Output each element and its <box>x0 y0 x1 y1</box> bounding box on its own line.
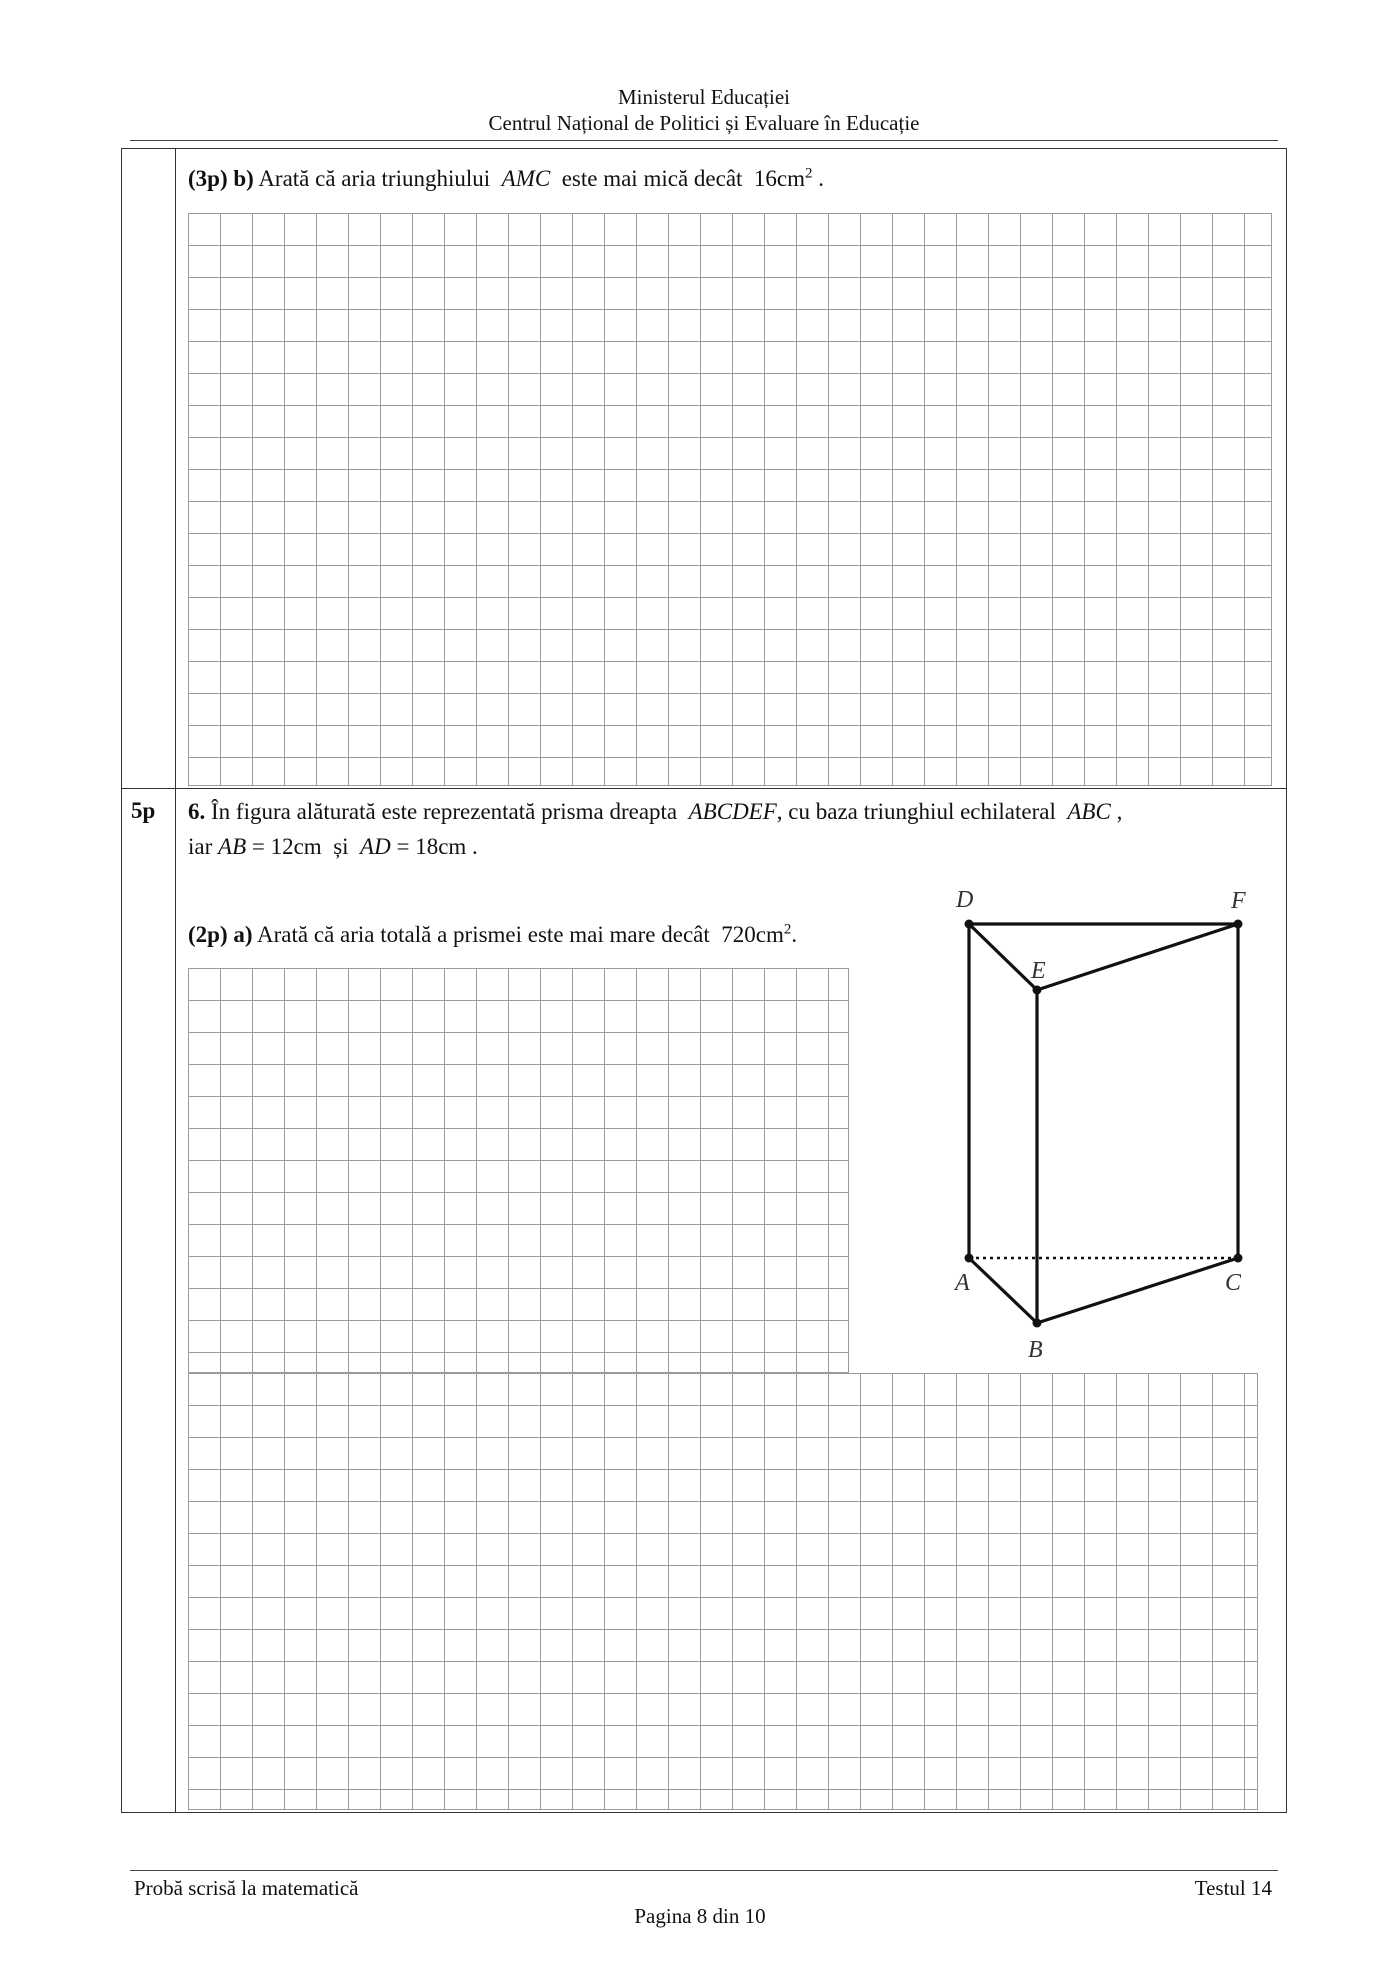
footer-test-number: Testul 14 <box>1194 1876 1272 1900</box>
item6-text-c: , <box>1116 799 1123 824</box>
label-f: F <box>1231 888 1246 914</box>
item6a-letter: a) <box>233 922 253 947</box>
header-divider <box>130 140 1278 141</box>
item6-ab-label: AB <box>218 834 247 859</box>
item5b-end: . <box>818 166 825 191</box>
vertex-b <box>1033 1319 1042 1328</box>
item5b-unit: cm <box>776 166 806 191</box>
item6a-unit: cm <box>755 922 784 947</box>
item5b-letter: b) <box>233 166 254 191</box>
item6-score: 5p <box>131 798 156 823</box>
vertex-a <box>965 1254 974 1263</box>
item6-statement-line1 <box>188 797 1122 827</box>
label-b: B <box>1028 1337 1043 1363</box>
item5b-statement <box>188 164 824 194</box>
item6a-value: 720 <box>721 922 756 947</box>
vertex-e <box>1033 986 1042 995</box>
item6-iar: iar <box>188 834 213 859</box>
vertex-d <box>965 920 974 929</box>
item6a-exponent: 2 <box>783 921 792 938</box>
edge-ab <box>969 1258 1037 1323</box>
item-row-divider <box>121 788 1287 789</box>
item6a-end: . <box>791 922 798 947</box>
header-ministry: Ministerul Educației <box>617 85 791 109</box>
edge-ef <box>1037 924 1238 990</box>
prism-vertices <box>965 920 1243 1328</box>
item6a-statement <box>188 920 797 950</box>
item6-number: 6. <box>188 799 206 824</box>
item5b-text-middle: este mai mică decât <box>561 166 743 191</box>
item6-base: ABC <box>1067 799 1111 824</box>
label-c: C <box>1225 1270 1242 1296</box>
item6-ad-label: AD <box>360 834 391 859</box>
page-header <box>130 84 1278 136</box>
answer-grid-6a[interactable] <box>188 968 849 1373</box>
item5b-points: (3p) <box>188 166 228 191</box>
label-e: E <box>1031 958 1046 984</box>
item5b-value: 16 <box>753 166 777 191</box>
header-center: Centrul Național de Politici și Evaluare în Educație <box>488 111 920 135</box>
prism-edges <box>969 924 1238 1323</box>
label-a: A <box>955 1270 970 1296</box>
item6-text-a: În figura alăturată este reprezentată prisma dreapta <box>211 799 678 824</box>
item6-line2-end: . <box>472 834 478 859</box>
item6-ab-value: = 12cm <box>251 834 322 859</box>
item6a-points: (2p) <box>188 922 228 947</box>
item5b-triangle: AMC <box>501 166 551 191</box>
item5b-exponent: 2 <box>805 165 813 182</box>
prism-figure <box>940 880 1280 1370</box>
item6-ad-value: = 18cm <box>396 834 467 859</box>
answer-grid-6a-continued[interactable] <box>188 1373 1258 1810</box>
vertex-c <box>1234 1254 1243 1263</box>
score-column-divider <box>175 148 176 1813</box>
footer-divider <box>130 1870 1278 1871</box>
edge-bc <box>1037 1258 1238 1323</box>
edge-de <box>969 924 1037 990</box>
item5b-text: Arată că aria triunghiului <box>258 166 491 191</box>
item6-text-b: , cu baza triunghiul echilateral <box>776 799 1056 824</box>
item6a-text: Arată că aria totală a prismei este mai mare decât <box>257 922 710 947</box>
footer-page-number: Pagina 8 din 10 <box>634 1904 766 1928</box>
item6-si: și <box>333 834 349 859</box>
footer-exam-name: Probă scrisă la matematică <box>134 1876 359 1900</box>
label-d: D <box>956 887 974 913</box>
vertex-f <box>1234 920 1243 929</box>
item6-prism: ABCDEF <box>688 799 777 824</box>
answer-grid-5b[interactable] <box>188 213 1272 786</box>
item6-statement-line2 <box>188 832 478 862</box>
